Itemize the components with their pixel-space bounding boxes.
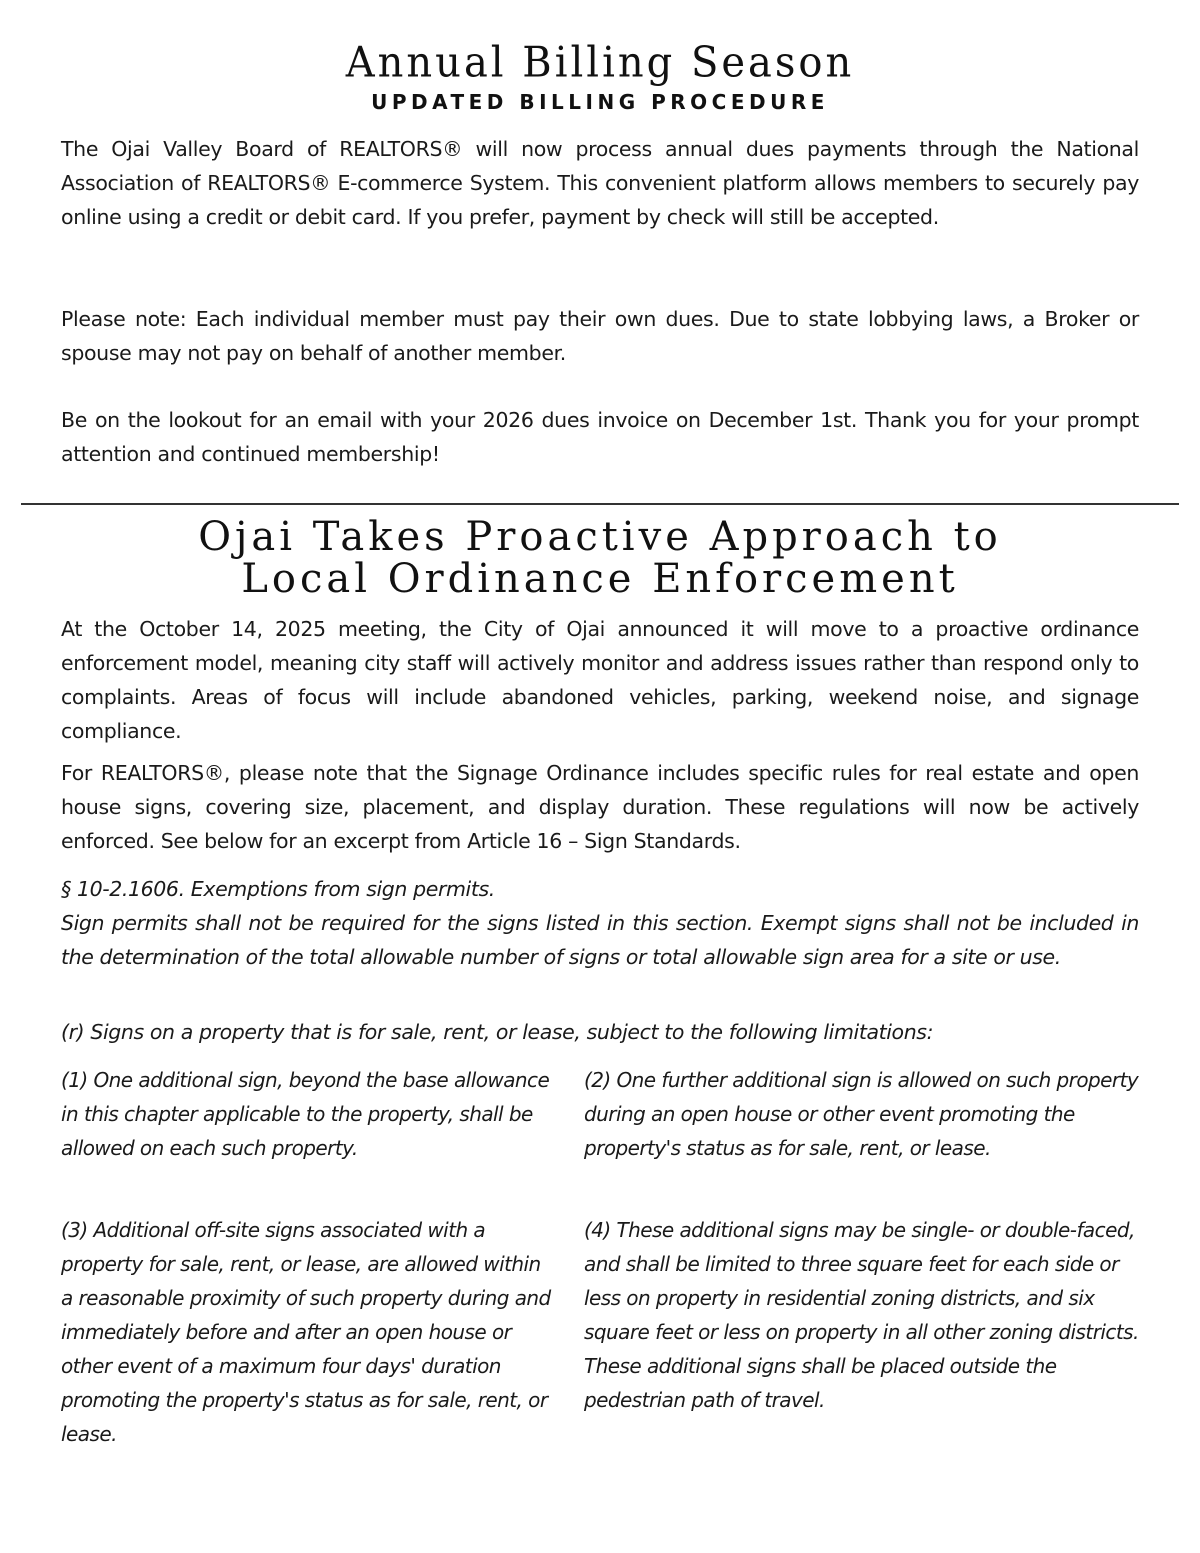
section-heading: § 10-2.1606. Exemptions from sign permits. (61, 877, 495, 901)
billing-subtitle: UPDATED BILLING PROCEDURE (371, 90, 829, 114)
subsection-r: (r) Signs on a property that is for sale, rent, or lease, subject to the following limitations: (61, 1020, 934, 1044)
billing-paragraph-1: The Ojai Valley Board of REALTORS® will now process annual dues payments through the National Association of REALTORS® E-commerce System. This convenient platform allows members to securely pay online using a credit or debit card. If you prefer, payment by check will still be accepted. (61, 137, 1139, 229)
exemption-item-4: (4) These additional signs may be single- or double-faced, and shall be limited to three square feet for each side or less on property in residential zoning districts, and six square feet or less on property in all other zoning districts. These additional signs shall be placed outside the pedestrian path of travel. (584, 1218, 1139, 1412)
ordinance-title-line-2: Local Ordinance Enforcement (241, 556, 959, 602)
section-divider (21, 503, 1179, 505)
exemption-item-1: (1) One additional sign, beyond the base allowance in this chapter applicable to the property, shall be allowed on each such property. (61, 1068, 550, 1160)
billing-paragraph-3: Be on the lookout for an email with your 2026 dues invoice on December 1st. Thank you for your prompt attention and continued membership! (61, 408, 1139, 466)
ordinance-paragraph-2: For REALTORS®, please note that the Signage Ordinance includes specific rules for real estate and open house signs, covering size, placement, and display duration. These regulations will now be actively enforced. See below for an excerpt from Article 16 – Sign Standards. (61, 761, 1139, 853)
exemption-item-2: (2) One further additional sign is allowed on such property during an open house or other event promoting the property's status as for sale, rent, or lease. (584, 1068, 1139, 1160)
exemption-item-3: (3) Additional off-site signs associated with a property for sale, rent, or lease, are allowed within a reasonable proximity of such property during and immediately before and after an open house or other event of a maximum four days' duration promoting the property's status as for sale, rent, or lease. (61, 1218, 551, 1446)
ordinance-title (0, 516, 1200, 600)
ordinance-title-line-1: Ojai Takes Proactive Approach to (198, 514, 1002, 560)
billing-title: Annual Billing Season (345, 38, 855, 88)
section-intro: Sign permits shall not be required for the signs listed in this section. Exempt signs shall not be included in the determination of the total allowable number of signs or total allowable sign area for a site or use. (61, 911, 1139, 969)
ordinance-paragraph-1: At the October 14, 2025 meeting, the City of Ojai announced it will move to a proactive ordinance enforcement model, meaning city staff will actively monitor and address issues rather than respond only to complaints. Areas of focus will include abandoned vehicles, parking, weekend noise, and signage compliance. (61, 617, 1139, 743)
billing-paragraph-2: Please note: Each individual member must pay their own dues. Due to state lobbying laws, a Broker or spouse may not pay on behalf of another member. (61, 307, 1139, 365)
